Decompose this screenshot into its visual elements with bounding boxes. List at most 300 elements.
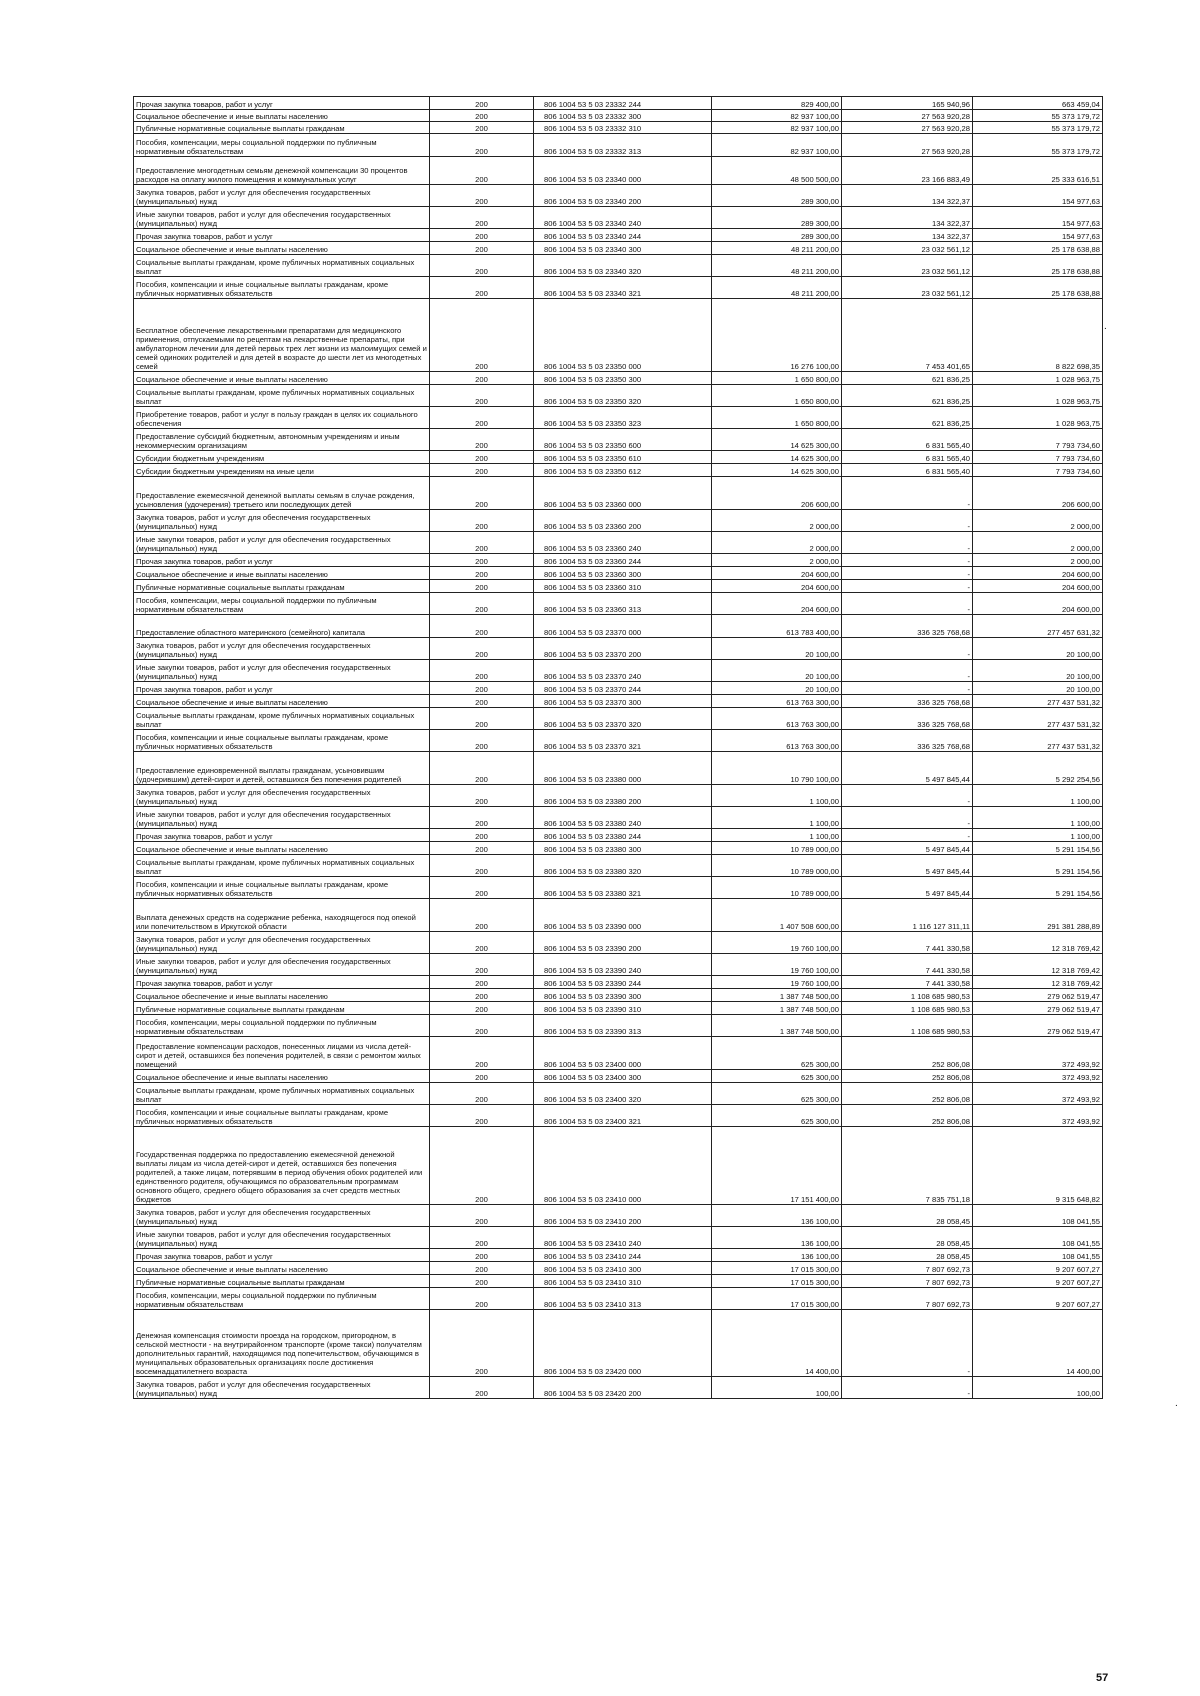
line-code-cell: 200 [430,1015,534,1037]
line-code-cell: 200 [430,1262,534,1275]
line-code-cell: 200 [430,708,534,730]
budget-code-cell: 806 1004 53 5 03 23390 313 [534,1015,712,1037]
table-row [134,1310,1103,1377]
approved-amount-cell: 289 300,00 [712,185,842,207]
executed-amount-cell: 7 453 401,65 [842,299,973,372]
budget-code-cell: 806 1004 53 5 03 23390 244 [534,976,712,989]
page-number: 57 [1096,1672,1109,1684]
approved-amount-cell: 100,00 [712,1377,842,1399]
unexecuted-amount-cell: 25 178 638,88 [973,242,1103,255]
approved-amount-cell: 136 100,00 [712,1227,842,1249]
executed-amount-cell: 252 806,08 [842,1105,973,1127]
table-row [134,1105,1103,1127]
budget-code-cell: 806 1004 53 5 03 23410 310 [534,1275,712,1288]
line-code-cell: 200 [430,1310,534,1377]
table-row [134,372,1103,385]
line-code-cell: 200 [430,97,534,110]
table-row [134,229,1103,242]
executed-amount-cell: 7 807 692,73 [842,1275,973,1288]
item-name-cell: Иные закупки товаров, работ и услуг для обеспечения государственных (муниципальных) нужд [134,1227,430,1249]
executed-amount-cell: - [842,660,973,682]
item-name-cell: Иные закупки товаров, работ и услуг для обеспечения государственных (муниципальных) нужд [134,954,430,976]
table-row [134,510,1103,532]
unexecuted-amount-cell: 204 600,00 [973,593,1103,615]
executed-amount-cell: 28 058,45 [842,1205,973,1227]
line-code-cell: 200 [430,477,534,510]
line-code-cell: 200 [430,299,534,372]
unexecuted-amount-cell: 663 459,04 [973,97,1103,110]
table-row [134,134,1103,157]
item-name-cell: Закупка товаров, работ и услуг для обеспечения государственных (муниципальных) нужд [134,785,430,807]
table-row [134,407,1103,429]
unexecuted-amount-cell: 108 041,55 [973,1205,1103,1227]
budget-code-cell: 806 1004 53 5 03 23400 000 [534,1037,712,1070]
budget-code-cell: 806 1004 53 5 03 23370 300 [534,695,712,708]
item-name-cell: Социальное обеспечение и иные выплаты населению [134,242,430,255]
approved-amount-cell: 1 387 748 500,00 [712,1002,842,1015]
budget-code-cell: 806 1004 53 5 03 23340 300 [534,242,712,255]
unexecuted-amount-cell: 372 493,92 [973,1105,1103,1127]
approved-amount-cell: 48 211 200,00 [712,277,842,299]
executed-amount-cell: - [842,638,973,660]
line-code-cell: 200 [430,932,534,954]
item-name-cell: Пособия, компенсации и иные социальные выплаты гражданам, кроме публичных нормативных обязательств [134,277,430,299]
table-row [134,932,1103,954]
approved-amount-cell: 204 600,00 [712,580,842,593]
unexecuted-amount-cell: 5 292 254,56 [973,752,1103,785]
table-row [134,989,1103,1002]
unexecuted-amount-cell: 2 000,00 [973,554,1103,567]
executed-amount-cell: 27 563 920,28 [842,110,973,122]
budget-code-cell: 806 1004 53 5 03 23332 310 [534,122,712,134]
table-row [134,1288,1103,1310]
table-row [134,877,1103,899]
unexecuted-amount-cell: 25 178 638,88 [973,277,1103,299]
item-name-cell: Социальные выплаты гражданам, кроме публичных нормативных социальных выплат [134,855,430,877]
budget-code-cell: 806 1004 53 5 03 23370 320 [534,708,712,730]
executed-amount-cell: - [842,1377,973,1399]
budget-code-cell: 806 1004 53 5 03 23380 000 [534,752,712,785]
table-row [134,255,1103,277]
line-code-cell: 200 [430,682,534,695]
unexecuted-amount-cell: 20 100,00 [973,682,1103,695]
budget-code-cell: 806 1004 53 5 03 23370 321 [534,730,712,752]
scan-dot-mark: . [1104,321,1107,332]
table-row [134,157,1103,185]
line-code-cell: 200 [430,1227,534,1249]
budget-code-cell: 806 1004 53 5 03 23420 200 [534,1377,712,1399]
item-name-cell: Предоставление ежемесячной денежной выплаты семьям в случае рождения, усыновления (удочерения) третьего или последующих детей [134,477,430,510]
budget-code-cell: 806 1004 53 5 03 23350 610 [534,451,712,464]
unexecuted-amount-cell: 279 062 519,47 [973,989,1103,1002]
approved-amount-cell: 613 763 300,00 [712,730,842,752]
unexecuted-amount-cell: 20 100,00 [973,638,1103,660]
line-code-cell: 200 [430,593,534,615]
budget-code-cell: 806 1004 53 5 03 23370 240 [534,660,712,682]
item-name-cell: Закупка товаров, работ и услуг для обеспечения государственных (муниципальных) нужд [134,638,430,660]
unexecuted-amount-cell: 55 373 179,72 [973,122,1103,134]
approved-amount-cell: 82 937 100,00 [712,134,842,157]
unexecuted-amount-cell: 12 318 769,42 [973,976,1103,989]
approved-amount-cell: 204 600,00 [712,593,842,615]
budget-code-cell: 806 1004 53 5 03 23400 320 [534,1083,712,1105]
unexecuted-amount-cell: 9 315 648,82 [973,1127,1103,1205]
executed-amount-cell: 1 108 685 980,53 [842,1002,973,1015]
unexecuted-amount-cell: 372 493,92 [973,1037,1103,1070]
unexecuted-amount-cell: 2 000,00 [973,510,1103,532]
executed-amount-cell: 1 108 685 980,53 [842,989,973,1002]
unexecuted-amount-cell: 291 381 288,89 [973,899,1103,932]
line-code-cell: 200 [430,157,534,185]
table-row [134,207,1103,229]
budget-code-cell: 806 1004 53 5 03 23350 320 [534,385,712,407]
executed-amount-cell: - [842,477,973,510]
unexecuted-amount-cell: 1 100,00 [973,829,1103,842]
budget-code-cell: 806 1004 53 5 03 23390 240 [534,954,712,976]
unexecuted-amount-cell: 154 977,63 [973,207,1103,229]
executed-amount-cell: 28 058,45 [842,1249,973,1262]
item-name-cell: Иные закупки товаров, работ и услуг для обеспечения государственных (муниципальных) нужд [134,660,430,682]
table-row [134,807,1103,829]
table-row [134,554,1103,567]
item-name-cell: Бесплатное обеспечение лекарственными препаратами для медицинского применения, отпускаемыми по рецептам на лекарственные препараты, при амбулаторном лечении для детей первых трех лет жизни из малоимущих семей и семей одиноких родителей и для детей в возрасте до шести лет из многодетных семей [134,299,430,372]
line-code-cell: 200 [430,134,534,157]
unexecuted-amount-cell: 108 041,55 [973,1227,1103,1249]
line-code-cell: 200 [430,976,534,989]
table-row [134,464,1103,477]
approved-amount-cell: 10 789 000,00 [712,877,842,899]
item-name-cell: Закупка товаров, работ и услуг для обеспечения государственных (муниципальных) нужд [134,510,430,532]
budget-code-cell: 806 1004 53 5 03 23390 200 [534,932,712,954]
unexecuted-amount-cell: 12 318 769,42 [973,932,1103,954]
executed-amount-cell: 134 322,37 [842,185,973,207]
table-row [134,1249,1103,1262]
budget-code-cell: 806 1004 53 5 03 23370 200 [534,638,712,660]
unexecuted-amount-cell: 154 977,63 [973,185,1103,207]
executed-amount-cell: 336 325 768,68 [842,615,973,638]
approved-amount-cell: 1 650 800,00 [712,372,842,385]
unexecuted-amount-cell: 154 977,63 [973,229,1103,242]
unexecuted-amount-cell: 1 028 963,75 [973,385,1103,407]
line-code-cell: 200 [430,1205,534,1227]
line-code-cell: 200 [430,372,534,385]
item-name-cell: Социальное обеспечение и иные выплаты населению [134,1262,430,1275]
budget-code-cell: 806 1004 53 5 03 23410 300 [534,1262,712,1275]
item-name-cell: Денежная компенсация стоимости проезда на городском, пригородном, в сельской местности - на внутрирайонном транспорте (кроме такси) получателям дополнительных гарантий, находящимся под попечительством, обучающимся в муниципальных образовательных организациях после достижения восемнадцатилетнего возраста [134,1310,430,1377]
approved-amount-cell: 14 625 300,00 [712,464,842,477]
executed-amount-cell: 5 497 845,44 [842,855,973,877]
executed-amount-cell: 336 325 768,68 [842,708,973,730]
line-code-cell: 200 [430,510,534,532]
budget-code-cell: 806 1004 53 5 03 23380 321 [534,877,712,899]
item-name-cell: Публичные нормативные социальные выплаты гражданам [134,1002,430,1015]
item-name-cell: Предоставление многодетным семьям денежной компенсации 30 процентов расходов на оплату жилого помещения и коммунальных услуг [134,157,430,185]
line-code-cell: 200 [430,989,534,1002]
budget-code-cell: 806 1004 53 5 03 23360 313 [534,593,712,615]
table-row [134,785,1103,807]
approved-amount-cell: 10 790 100,00 [712,752,842,785]
budget-code-cell: 806 1004 53 5 03 23350 600 [534,429,712,451]
table-row [134,638,1103,660]
approved-amount-cell: 204 600,00 [712,567,842,580]
unexecuted-amount-cell: 55 373 179,72 [973,134,1103,157]
item-name-cell: Иные закупки товаров, работ и услуг для обеспечения государственных (муниципальных) нужд [134,807,430,829]
executed-amount-cell: - [842,593,973,615]
line-code-cell: 200 [430,1377,534,1399]
line-code-cell: 200 [430,580,534,593]
table-row [134,110,1103,122]
item-name-cell: Социальное обеспечение и иные выплаты населению [134,989,430,1002]
table-row [134,1015,1103,1037]
item-name-cell: Публичные нормативные социальные выплаты гражданам [134,1275,430,1288]
executed-amount-cell: 134 322,37 [842,207,973,229]
executed-amount-cell: 6 831 565,40 [842,429,973,451]
budget-code-cell: 806 1004 53 5 03 23340 320 [534,255,712,277]
budget-code-cell: 806 1004 53 5 03 23380 240 [534,807,712,829]
budget-code-cell: 806 1004 53 5 03 23360 310 [534,580,712,593]
line-code-cell: 200 [430,807,534,829]
budget-code-cell: 806 1004 53 5 03 23410 000 [534,1127,712,1205]
executed-amount-cell: 5 497 845,44 [842,752,973,785]
budget-code-cell: 806 1004 53 5 03 23380 320 [534,855,712,877]
executed-amount-cell: 336 325 768,68 [842,695,973,708]
approved-amount-cell: 16 276 100,00 [712,299,842,372]
line-code-cell: 200 [430,122,534,134]
item-name-cell: Прочая закупка товаров, работ и услуг [134,97,430,110]
table-row [134,829,1103,842]
executed-amount-cell: 5 497 845,44 [842,842,973,855]
line-code-cell: 200 [430,785,534,807]
budget-code-cell: 806 1004 53 5 03 23400 300 [534,1070,712,1083]
item-name-cell: Закупка товаров, работ и услуг для обеспечения государственных (муниципальных) нужд [134,1205,430,1227]
budget-code-cell: 806 1004 53 5 03 23390 310 [534,1002,712,1015]
executed-amount-cell: 252 806,08 [842,1083,973,1105]
line-code-cell: 200 [430,407,534,429]
executed-amount-cell: 23 032 561,12 [842,242,973,255]
item-name-cell: Прочая закупка товаров, работ и услуг [134,229,430,242]
unexecuted-amount-cell: 2 000,00 [973,532,1103,554]
table-row [134,752,1103,785]
item-name-cell: Социальное обеспечение и иные выплаты населению [134,695,430,708]
line-code-cell: 200 [430,110,534,122]
unexecuted-amount-cell: 204 600,00 [973,567,1103,580]
table-row [134,451,1103,464]
line-code-cell: 200 [430,730,534,752]
executed-amount-cell: - [842,580,973,593]
approved-amount-cell: 1 100,00 [712,785,842,807]
executed-amount-cell: - [842,554,973,567]
table-row [134,299,1103,372]
approved-amount-cell: 625 300,00 [712,1037,842,1070]
table-row [134,277,1103,299]
unexecuted-amount-cell: 1 100,00 [973,807,1103,829]
approved-amount-cell: 289 300,00 [712,207,842,229]
item-name-cell: Предоставление субсидий бюджетным, автономным учреждениям и иным некоммерческим организациям [134,429,430,451]
item-name-cell: Публичные нормативные социальные выплаты гражданам [134,122,430,134]
budget-code-cell: 806 1004 53 5 03 23360 200 [534,510,712,532]
approved-amount-cell: 2 000,00 [712,510,842,532]
executed-amount-cell: 165 940,96 [842,97,973,110]
executed-amount-cell: - [842,785,973,807]
budget-code-cell: 806 1004 53 5 03 23390 300 [534,989,712,1002]
line-code-cell: 200 [430,429,534,451]
budget-code-cell: 806 1004 53 5 03 23360 000 [534,477,712,510]
approved-amount-cell: 1 387 748 500,00 [712,989,842,1002]
line-code-cell: 200 [430,877,534,899]
line-code-cell: 200 [430,1070,534,1083]
item-name-cell: Социальное обеспечение и иные выплаты населению [134,1070,430,1083]
unexecuted-amount-cell: 12 318 769,42 [973,954,1103,976]
table-row [134,122,1103,134]
executed-amount-cell: 5 497 845,44 [842,877,973,899]
approved-amount-cell: 625 300,00 [712,1070,842,1083]
line-code-cell: 200 [430,385,534,407]
approved-amount-cell: 20 100,00 [712,660,842,682]
unexecuted-amount-cell: 5 291 154,56 [973,855,1103,877]
budget-code-cell: 806 1004 53 5 03 23332 244 [534,97,712,110]
item-name-cell: Прочая закупка товаров, работ и услуг [134,682,430,695]
item-name-cell: Закупка товаров, работ и услуг для обеспечения государственных (муниципальных) нужд [134,185,430,207]
executed-amount-cell: 134 322,37 [842,229,973,242]
executed-amount-cell: 1 116 127 311,11 [842,899,973,932]
unexecuted-amount-cell: 20 100,00 [973,660,1103,682]
approved-amount-cell: 289 300,00 [712,229,842,242]
line-code-cell: 200 [430,855,534,877]
item-name-cell: Пособия, компенсации, меры социальной поддержки по публичным нормативным обязательствам [134,134,430,157]
table-row [134,976,1103,989]
table-row [134,1262,1103,1275]
executed-amount-cell: 336 325 768,68 [842,730,973,752]
approved-amount-cell: 10 789 000,00 [712,842,842,855]
unexecuted-amount-cell: 372 493,92 [973,1083,1103,1105]
executed-amount-cell: - [842,682,973,695]
line-code-cell: 200 [430,899,534,932]
executed-amount-cell: - [842,829,973,842]
budget-code-cell: 806 1004 53 5 03 23350 612 [534,464,712,477]
budget-code-cell: 806 1004 53 5 03 23340 200 [534,185,712,207]
budget-code-cell: 806 1004 53 5 03 23410 200 [534,1205,712,1227]
approved-amount-cell: 136 100,00 [712,1205,842,1227]
approved-amount-cell: 1 650 800,00 [712,407,842,429]
table-row [134,1275,1103,1288]
approved-amount-cell: 136 100,00 [712,1249,842,1262]
line-code-cell: 200 [430,1105,534,1127]
unexecuted-amount-cell: 279 062 519,47 [973,1015,1103,1037]
table-row [134,1377,1103,1399]
item-name-cell: Пособия, компенсации и иные социальные выплаты гражданам, кроме публичных нормативных обязательств [134,730,430,752]
unexecuted-amount-cell: 14 400,00 [973,1310,1103,1377]
executed-amount-cell: 28 058,45 [842,1227,973,1249]
executed-amount-cell: 1 108 685 980,53 [842,1015,973,1037]
item-name-cell: Публичные нормативные социальные выплаты гражданам [134,580,430,593]
executed-amount-cell: - [842,1310,973,1377]
table-row [134,1002,1103,1015]
item-name-cell: Прочая закупка товаров, работ и услуг [134,1249,430,1262]
executed-amount-cell: - [842,532,973,554]
unexecuted-amount-cell: 204 600,00 [973,580,1103,593]
executed-amount-cell: 7 835 751,18 [842,1127,973,1205]
table-body [134,97,1103,1399]
approved-amount-cell: 1 100,00 [712,829,842,842]
unexecuted-amount-cell: 277 457 631,32 [973,615,1103,638]
item-name-cell: Иные закупки товаров, работ и услуг для обеспечения государственных (муниципальных) нужд [134,532,430,554]
line-code-cell: 200 [430,954,534,976]
budget-code-cell: 806 1004 53 5 03 23332 313 [534,134,712,157]
line-code-cell: 200 [430,451,534,464]
approved-amount-cell: 1 650 800,00 [712,385,842,407]
line-code-cell: 200 [430,1127,534,1205]
line-code-cell: 200 [430,752,534,785]
line-code-cell: 200 [430,615,534,638]
line-code-cell: 200 [430,695,534,708]
line-code-cell: 200 [430,1275,534,1288]
executed-amount-cell: 7 441 330,58 [842,932,973,954]
item-name-cell: Субсидии бюджетным учреждениям на иные цели [134,464,430,477]
unexecuted-amount-cell: 206 600,00 [973,477,1103,510]
line-code-cell: 200 [430,829,534,842]
executed-amount-cell: 621 836,25 [842,407,973,429]
approved-amount-cell: 829 400,00 [712,97,842,110]
table-row [134,708,1103,730]
table-row [134,899,1103,932]
item-name-cell: Приобретение товаров, работ и услуг в пользу граждан в целях их социального обеспечения [134,407,430,429]
line-code-cell: 200 [430,1002,534,1015]
budget-code-cell: 806 1004 53 5 03 23410 313 [534,1288,712,1310]
item-name-cell: Пособия, компенсации, меры социальной поддержки по публичным нормативным обязательствам [134,1288,430,1310]
approved-amount-cell: 613 763 300,00 [712,695,842,708]
table-row [134,580,1103,593]
approved-amount-cell: 613 763 300,00 [712,708,842,730]
table-row [134,532,1103,554]
unexecuted-amount-cell: 277 437 531,32 [973,708,1103,730]
line-code-cell: 200 [430,1083,534,1105]
table-row [134,97,1103,110]
table-row [134,242,1103,255]
approved-amount-cell: 2 000,00 [712,554,842,567]
line-code-cell: 200 [430,229,534,242]
budget-code-cell: 806 1004 53 5 03 23400 321 [534,1105,712,1127]
line-code-cell: 200 [430,277,534,299]
table-row [134,385,1103,407]
line-code-cell: 200 [430,464,534,477]
unexecuted-amount-cell: 9 207 607,27 [973,1275,1103,1288]
approved-amount-cell: 17 015 300,00 [712,1288,842,1310]
budget-code-cell: 806 1004 53 5 03 23340 000 [534,157,712,185]
approved-amount-cell: 10 789 000,00 [712,855,842,877]
table-row [134,842,1103,855]
table-row [134,1083,1103,1105]
line-code-cell: 200 [430,185,534,207]
approved-amount-cell: 1 407 508 600,00 [712,899,842,932]
budget-code-cell: 806 1004 53 5 03 23410 244 [534,1249,712,1262]
executed-amount-cell: - [842,510,973,532]
approved-amount-cell: 625 300,00 [712,1105,842,1127]
executed-amount-cell: 27 563 920,28 [842,122,973,134]
budget-code-cell: 806 1004 53 5 03 23360 300 [534,567,712,580]
item-name-cell: Предоставление компенсации расходов, понесенных лицами из числа детей-сирот и детей, оставшихся без попечения родителей, в связи с ремонтом жилых помещений [134,1037,430,1070]
scan-dot-mark: . [1175,1398,1178,1409]
item-name-cell: Социальное обеспечение и иные выплаты населению [134,110,430,122]
approved-amount-cell: 19 760 100,00 [712,954,842,976]
table-row [134,855,1103,877]
budget-code-cell: 806 1004 53 5 03 23340 244 [534,229,712,242]
budget-code-cell: 806 1004 53 5 03 23350 323 [534,407,712,429]
item-name-cell: Социальные выплаты гражданам, кроме публичных нормативных социальных выплат [134,255,430,277]
unexecuted-amount-cell: 108 041,55 [973,1249,1103,1262]
approved-amount-cell: 48 500 500,00 [712,157,842,185]
approved-amount-cell: 82 937 100,00 [712,110,842,122]
executed-amount-cell: 621 836,25 [842,372,973,385]
